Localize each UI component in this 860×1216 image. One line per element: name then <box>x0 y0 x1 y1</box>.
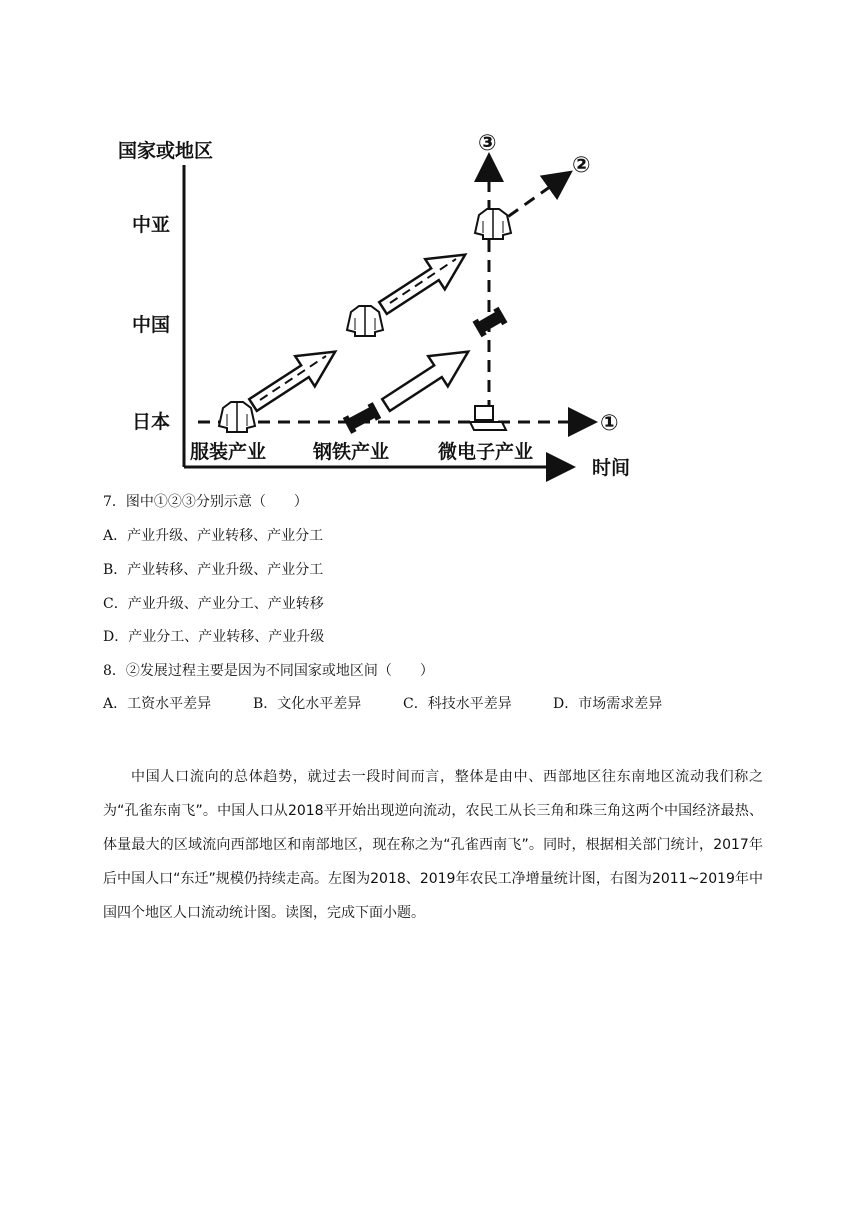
computer-icon-japan <box>470 406 506 430</box>
region-label-central-asia: 中亚 <box>132 214 171 236</box>
hollow-arrow-japan-to-china <box>243 337 345 421</box>
marker-1: ① <box>600 411 619 436</box>
steel-icon-japan <box>343 402 381 434</box>
question-7-option-b: B．产业转移、产业升级、产业分工 <box>103 562 324 578</box>
marker-3: ③ <box>478 131 497 156</box>
industry-label-clothing: 服装产业 <box>190 441 267 463</box>
question-8-options <box>103 694 662 714</box>
question-8-option-c: C．科技水平差异 <box>403 696 512 712</box>
industry-label-steel: 钢铁产业 <box>313 441 390 463</box>
question-8-option-a: A．工资水平差异 <box>103 696 212 712</box>
industry-transfer-diagram <box>100 100 660 490</box>
clothing-icon-central-asia <box>475 209 511 239</box>
question-7-option-c: C．产业升级、产业分工、产业转移 <box>103 596 324 612</box>
question-7-option-d: D．产业分工、产业转移、产业升级 <box>103 629 325 645</box>
region-label-china: 中国 <box>132 314 171 336</box>
clothing-icon-china <box>347 306 383 336</box>
question-7-stem: 7．图中①②③分别示意（ ） <box>103 494 308 510</box>
question-8-option-b: B．文化水平差异 <box>253 696 362 712</box>
question-7-option-a: A．产业升级、产业转移、产业分工 <box>103 528 324 544</box>
industry-label-microelectronics: 微电子产业 <box>438 441 534 463</box>
hollow-arrow-steel-to-china <box>376 337 478 421</box>
marker-2: ② <box>572 153 591 178</box>
reading-passage <box>103 760 763 930</box>
region-label-japan: 日本 <box>132 411 171 433</box>
clothing-icon-japan <box>219 402 255 432</box>
x-axis-title: 时间 <box>592 457 631 479</box>
question-8-stem: 8．②发展过程主要是因为不同国家或地区间（ ） <box>103 663 434 679</box>
question-8-option-d: D．市场需求差异 <box>553 696 663 712</box>
passage-text: 中国人口流向的总体趋势，就过去一段时间而言，整体是由中、西部地区往东南地区流动我们称之为“孔雀东南飞”。中国人口从2018平开始出现逆向流动，农民工从长三角和珠三角这两个中国经济最热、体量最大的区域流向西部地区和南部地区，现在称之为“孔雀西南飞”。同时，根据相关部门统计，2017年后中国人口“东迁”规模仍持续走高。左图为2018、2019年农民工净增量统计图，右图为2011~2019年中国四个地区人口流动统计图。读图，完成下面小题。 <box>103 769 763 921</box>
hollow-arrow-china-to-central-asia <box>373 240 475 324</box>
y-axis-title: 国家或地区 <box>118 140 214 162</box>
diagram-svg <box>100 100 660 490</box>
